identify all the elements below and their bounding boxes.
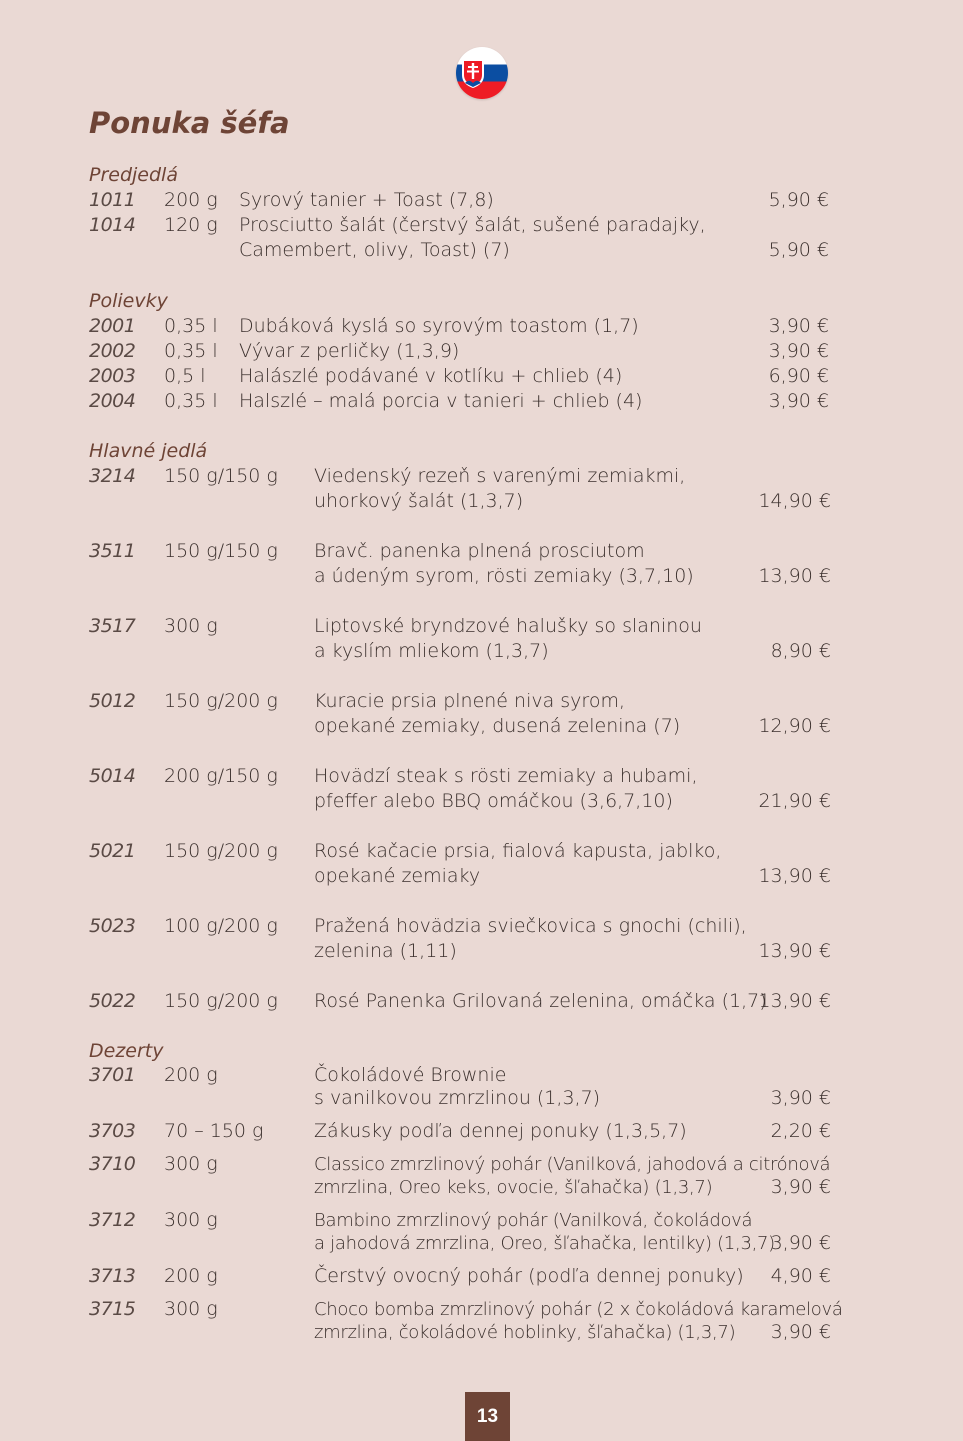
- item-code: 3511: [89, 540, 136, 562]
- item-price: 5,90 €: [768, 189, 829, 211]
- menu-item: [89, 914, 889, 964]
- item-weight: 100 g/200 g: [164, 915, 278, 937]
- menu-item: [89, 364, 889, 389]
- menu-item: [89, 539, 889, 589]
- item-price: 3,90 €: [770, 1232, 831, 1254]
- item-description: Halszlé – malá porcia v tanieri + chlieb (4): [239, 390, 643, 412]
- item-code: 3712: [89, 1209, 136, 1231]
- item-price: 14,90 €: [758, 490, 831, 512]
- item-description: Halászlé podávané v kotlíku + chlieb (4): [239, 365, 623, 387]
- item-code: 5022: [89, 990, 136, 1012]
- menu-item: [89, 839, 889, 889]
- item-weight: 300 g: [164, 615, 218, 637]
- item-description: Vývar z perličky (1,3,9): [239, 340, 460, 362]
- item-price: 5,90 €: [768, 239, 829, 261]
- menu-item: [89, 188, 889, 213]
- menu-item: [89, 464, 889, 514]
- menu-item: [89, 314, 889, 339]
- item-description: Syrový tanier + Toast (7,8): [239, 189, 494, 211]
- item-description: Liptovské bryndzové halušky so slaninou a kyslím mliekom (1,3,7): [314, 615, 702, 662]
- item-code: 3715: [89, 1298, 136, 1320]
- menu-item: [89, 1298, 889, 1344]
- section-title: Hlavné jedlá: [89, 440, 208, 462]
- item-code: 5023: [89, 915, 136, 937]
- item-code: 3703: [89, 1120, 136, 1142]
- item-price: 13,90 €: [758, 990, 831, 1012]
- item-description: Bambino zmrzlinový pohár (Vanilková, čokoládová a jahodová zmrzlina, Oreo, šľahačka, lentilky) (1,3,7): [314, 1210, 775, 1254]
- item-code: 3710: [89, 1153, 136, 1175]
- item-weight: 300 g: [164, 1153, 218, 1175]
- item-price: 3,90 €: [770, 1176, 831, 1198]
- item-price: 3,90 €: [768, 340, 829, 362]
- item-code: 1011: [89, 189, 136, 211]
- item-description: Kuracie prsia plnené niva syrom, opekané zemiaky, dusená zelenina (7): [314, 690, 681, 737]
- section-title: Dezerty: [89, 1040, 164, 1062]
- item-price: 13,90 €: [758, 565, 831, 587]
- item-weight: 150 g/200 g: [164, 690, 278, 712]
- item-code: 2002: [89, 340, 136, 362]
- item-description: Dubáková kyslá so syrovým toastom (1,7): [239, 315, 639, 337]
- item-weight: 120 g: [164, 214, 218, 236]
- item-price: 3,90 €: [768, 315, 829, 337]
- section-desserts: [89, 1039, 889, 1344]
- item-code: 3517: [89, 615, 136, 637]
- item-price: 3,90 €: [770, 1321, 831, 1343]
- item-code: 2004: [89, 390, 136, 412]
- item-weight: 0,5 l: [164, 365, 206, 387]
- item-description: Choco bomba zmrzlinový pohár (2 x čokoládová karamelová zmrzlina, čokoládové hoblinky, šľahačka) (1,3,7): [314, 1299, 843, 1343]
- menu-item: [89, 339, 889, 364]
- item-weight: 150 g/150 g: [164, 540, 278, 562]
- item-code: 1014: [89, 214, 136, 236]
- item-description: Bravč. panenka plnená prosciutom a údeným syrom, rösti zemiaky (3,7,10): [314, 540, 694, 587]
- item-description: Prosciutto šalát (čerstvý šalát, sušené paradajky, Camembert, olivy, Toast) (7): [239, 214, 706, 261]
- menu-item: [89, 764, 889, 814]
- menu-item: [89, 614, 889, 664]
- item-description: Zákusky podľa dennej ponuky (1,3,5,7): [314, 1120, 687, 1142]
- menu-item: [89, 389, 889, 414]
- item-price: 13,90 €: [758, 940, 831, 962]
- item-weight: 150 g/200 g: [164, 840, 278, 862]
- slovak-flag-icon: [456, 47, 508, 99]
- item-code: 5021: [89, 840, 136, 862]
- item-weight: 150 g/200 g: [164, 990, 278, 1012]
- item-price: 6,90 €: [768, 365, 829, 387]
- item-price: 4,90 €: [770, 1265, 831, 1287]
- item-price: 2,20 €: [770, 1120, 831, 1142]
- item-code: 2003: [89, 365, 136, 387]
- item-weight: 150 g/150 g: [164, 465, 278, 487]
- item-weight: 0,35 l: [164, 340, 218, 362]
- item-weight: 200 g: [164, 189, 218, 211]
- item-code: 3713: [89, 1265, 136, 1287]
- item-description: Pražená hovädzia sviečkovica s gnochi (chili), zelenina (1,11): [314, 915, 747, 962]
- menu-item: [89, 689, 889, 739]
- section-appetizers: [89, 163, 889, 263]
- page-title: Ponuka šéfa: [89, 106, 290, 140]
- item-description: Rosé kačacie prsia, fialová kapusta, jablko, opekané zemiaky: [314, 840, 722, 887]
- item-weight: 0,35 l: [164, 390, 218, 412]
- item-description: Viedenský rezeň s varenými zemiakmi, uhorkový šalát (1,3,7): [314, 465, 686, 512]
- item-price: 3,90 €: [770, 1087, 831, 1109]
- item-description: Classico zmrzlinový pohár (Vanilková, jahodová a citrónová zmrzlina, Oreo keks, ovocie, šľahačka) (1,3,7): [314, 1154, 831, 1198]
- item-price: 12,90 €: [758, 715, 831, 737]
- menu-item: [89, 1265, 889, 1288]
- menu-item: [89, 1153, 889, 1199]
- item-code: 3701: [89, 1064, 136, 1086]
- section-soups: [89, 289, 889, 414]
- section-main-courses: [89, 439, 889, 1014]
- item-weight: 300 g: [164, 1298, 218, 1320]
- item-code: 5012: [89, 690, 136, 712]
- item-weight: 70 – 150 g: [164, 1120, 264, 1142]
- item-weight: 200 g: [164, 1064, 218, 1086]
- item-code: 2001: [89, 315, 136, 337]
- menu-item: [89, 213, 889, 263]
- item-weight: 300 g: [164, 1209, 218, 1231]
- menu-item: [89, 1209, 889, 1255]
- section-title: Polievky: [89, 290, 168, 312]
- item-code: 5014: [89, 765, 136, 787]
- item-price: 21,90 €: [758, 790, 831, 812]
- item-description: Hovädzí steak s rösti zemiaky a hubami, pfeffer alebo BBQ omáčkou (3,6,7,10): [314, 765, 698, 812]
- item-price: 3,90 €: [768, 390, 829, 412]
- item-description: Čerstvý ovocný pohár (podľa dennej ponuky): [314, 1265, 744, 1287]
- page-number: 13: [465, 1392, 510, 1441]
- menu-item: [89, 1064, 889, 1110]
- item-weight: 200 g/150 g: [164, 765, 278, 787]
- item-description: Čokoládové Brownie s vanilkovou zmrzlinou (1,3,7): [314, 1064, 601, 1109]
- item-weight: 0,35 l: [164, 315, 218, 337]
- section-title: Predjedlá: [89, 164, 178, 186]
- menu-item: [89, 1120, 889, 1143]
- item-price: 13,90 €: [758, 865, 831, 887]
- item-price: 8,90 €: [770, 640, 831, 662]
- item-weight: 200 g: [164, 1265, 218, 1287]
- menu-item: [89, 989, 889, 1014]
- item-code: 3214: [89, 465, 136, 487]
- item-description: Rosé Panenka Grilovaná zelenina, omáčka (1,7): [314, 990, 767, 1012]
